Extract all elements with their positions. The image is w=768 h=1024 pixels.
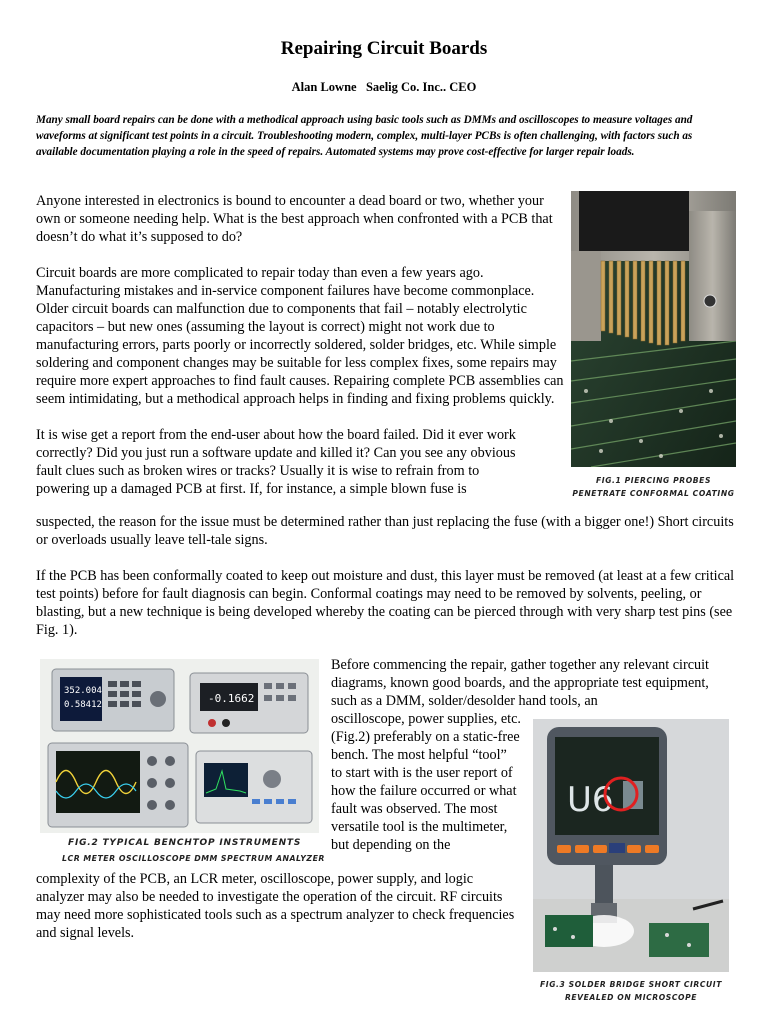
microscope-illustration <box>533 719 729 972</box>
paragraph-report-start: It is wise get a report from the end-user about how the board failed. Did it ever work correctly? Did you just run a software update and killed it? Can you see any obvious fault clues such as broken wires or tracks? Usually it is wise to refrain from to powering up a damaged PCB at first. If, for instance, a simple blown fuse is <box>36 427 516 497</box>
figure-2-caption-line-2: LCR METER OSCILLOSCOPE DMM SPECTRUM ANALYZER <box>62 854 325 863</box>
body-column-upper <box>36 192 564 498</box>
figure-1-caption <box>571 474 736 500</box>
paragraph-preparation-b: oscilloscope, power supplies, etc. (Fig.2) preferably on a static-free bench. The most helpful “tool” to start with is the user report of how the failure occurred or what fault was observed. The most versatile tool is the multimeter, but depending on the <box>331 711 521 853</box>
lcr-readout-1: 352.004 <box>64 686 102 696</box>
figure-2-caption-line-1: FIG.2 TYPICAL BENCHTOP INSTRUMENTS <box>68 838 302 848</box>
figure-3-caption-line-2: REVEALED ON MICROSCOPE <box>564 993 698 1002</box>
paragraph-complexity: Circuit boards are more complicated to repair today than even a few years ago. Manufacturing mistakes and in-service component failures have become commonplace. Older circuit boards can malfunction due to components that fail – notably electrolytic capacitors – but new ones (assuming the layout is correct) might not work due to manufacturing errors, parts poorly or incorrectly soldered, solder bridges, etc. While simple soldering and component changes may be suitable for less complex fixes, some repairs may require more expert approaches to find fault causes. Repairing complete PCB assemblies can seem intimidating, but a methodical approach helps in finding and fixing problems quickly. <box>36 265 564 407</box>
figure-1-caption-line-1: FIG.1 PIERCING PROBES <box>595 476 712 485</box>
figure-2-photo <box>40 659 319 833</box>
paragraph-preparation-a: Before commencing the repair, gather together any relevant circuit diagrams, known good boards, and the appropriate test equipment, such as a DMM, solder/desolder hand tools, an <box>331 657 709 709</box>
document-title: Repairing Circuit Boards <box>280 38 488 59</box>
paragraph-preparation-c: complexity of the PCB, an LCR meter, oscilloscope, power supply, and logic analyzer may also be needed to investigate the operation of the circuit. RF circuits may need more sophisticated tools such as a spectrum analyzer to check frequencies and signal levels. <box>36 871 515 941</box>
figure-3-caption-line-1: FIG.3 SOLDER BRIDGE SHORT CIRCUIT <box>539 980 723 989</box>
author-line: Alan Lowne Saelig Co. Inc.. CEO <box>291 80 477 94</box>
body-column-full <box>36 513 736 639</box>
figure-1-photo <box>571 191 736 467</box>
dmm-readout: -0.1662 <box>208 692 255 705</box>
lcr-readout-2: 0.58412 <box>64 700 102 710</box>
benchtop-instruments-illustration <box>40 659 319 833</box>
probe-fixture-illustration <box>571 191 736 467</box>
figure-3-photo <box>533 719 729 972</box>
paragraph-conformal-coating: If the PCB has been conformally coated to keep out moisture and dust, this layer must be removed (at least at a few critical test points) before for fault diagnosis can begin. Conformal coatings may need to be removed by solvents, peeling, or blasting, but a new technique is being developed whereby the coating can be pierced through with very sharp test pins (see Fig. 1). <box>36 568 735 638</box>
figure-1-caption-line-2: PENETRATE CONFORMAL COATING <box>572 489 735 498</box>
paragraph-intro: Anyone interested in electronics is bound to encounter a dead board or two, whether your own or someone needing help. What is the best approach when confronted with a PCB that doesn’t do what it’s supposed to do? <box>36 193 553 245</box>
figure-3-caption <box>533 978 729 1004</box>
screen-text: U6 <box>567 780 614 820</box>
paragraph-report-end: suspected, the reason for the issue must be determined rather than just replacing the fuse (with a bigger one!) Short circuits or overloads usually leave tell-tale signs. <box>36 514 734 548</box>
abstract: Many small board repairs can be done with a methodical approach using basic tools such as DMMs and oscilloscopes to measure voltages and waveforms at significant test points in a circuit. Troubleshooting modern, complex, multi-layer PCBs is often challenging, with factors such as available documentation playing a role in the speed of repairs. Automated systems may prove cost-effective for larger repair loads. <box>36 114 693 158</box>
